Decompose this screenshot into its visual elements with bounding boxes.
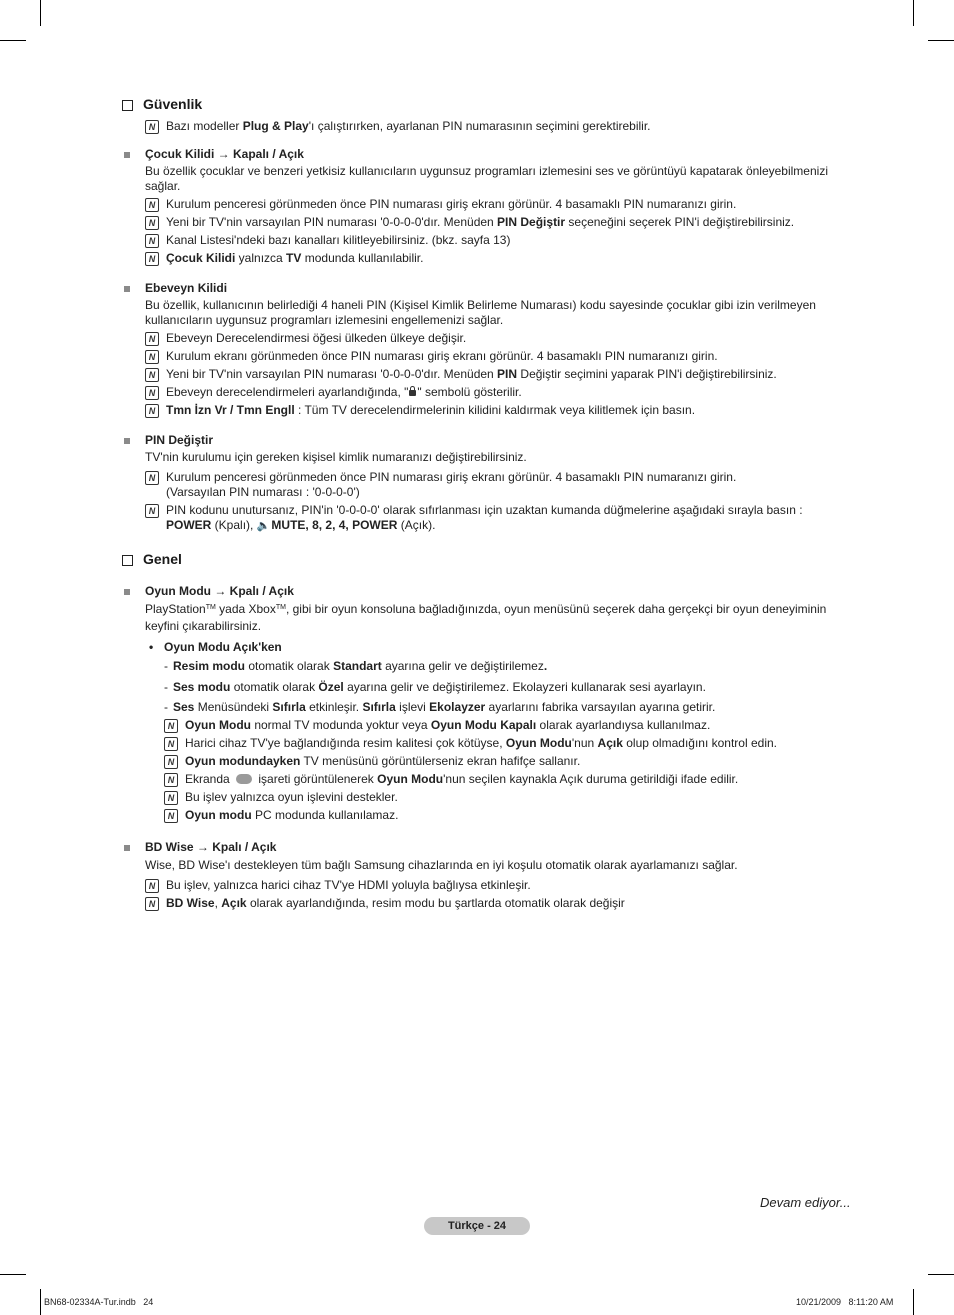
game-mode-description: PlayStation™ yada Xbox™, gibi bir oyun konsoluna bağladığınızda, oyun menüsünü seçerek daha gerçekçi bir oyun deneyiminin keyfini çıkarabilirsiniz. bbox=[145, 602, 827, 633]
note: N Ebeveyn Derecelendirmesi öğesi ülkeden ülkeye değişir. bbox=[145, 331, 852, 346]
checkbox-icon bbox=[122, 100, 133, 111]
note: N Bazı modeller Plug & Play'ı çalıştırırken, ayarlanan PIN numarasının seçimini gerektirebilir. bbox=[145, 119, 852, 134]
note: N Yeni bir TV'nin varsayılan PIN numarası '0-0-0-0'dır. Menüden PIN Değiştir seçimini yaparak PIN'i değiştirebilirsiniz. bbox=[145, 367, 852, 382]
note-icon: N bbox=[164, 755, 178, 769]
checkbox-icon bbox=[122, 555, 133, 566]
note: N Bu işlev yalnızca oyun işlevini destekler. bbox=[164, 790, 852, 805]
section-title: Güvenlik bbox=[143, 96, 203, 112]
note-icon: N bbox=[164, 809, 178, 823]
child-lock-description: Bu özellik çocuklar ve benzeri yetkisiz kullanıcıların uygunsuz programları izlemesini ses ve görüntüyü kapatarak önleyebilmenizi sağlar. bbox=[145, 164, 828, 193]
section-general-heading bbox=[122, 550, 852, 568]
note-icon: N bbox=[145, 234, 159, 248]
note-icon: N bbox=[145, 350, 159, 364]
note: N Oyun Modu normal TV modunda yoktur veya Oyun Modu Kapalı olarak ayarlandıysa kullanılmaz. bbox=[164, 718, 852, 733]
section-title: Genel bbox=[143, 551, 182, 567]
note: N Tmn İzn Vr / Tmn Engll : Tüm TV derecelendirmelerinin kilidini kaldırmak veya kilitlemek için basın. bbox=[145, 403, 852, 418]
bd-wise-heading: BD Wise → Kpalı / Açık bbox=[122, 840, 852, 855]
note: N Kanal Listesi'ndeki bazı kanalları kilitleyebilirsiniz. (bkz. sayfa 13) bbox=[145, 233, 852, 248]
crop-mark bbox=[913, 0, 914, 26]
note: N Oyun modundayken TV menüsünü görüntülerseniz ekran hafifçe sallanır. bbox=[164, 754, 852, 769]
note: N Yeni bir TV'nin varsayılan PIN numarası '0-0-0-0'dır. Menüden PIN Değiştir seçeneğini seçerek PIN'i değiştirebilirsiniz. bbox=[145, 215, 852, 230]
continued-label: Devam ediyor... bbox=[760, 1195, 851, 1210]
crop-mark bbox=[0, 40, 26, 41]
note-icon: N bbox=[145, 252, 159, 266]
footer-file-info: BN68-02334A-Tur.indb 24 bbox=[44, 1297, 154, 1307]
square-bullet-icon bbox=[124, 438, 130, 444]
note-icon: N bbox=[145, 504, 159, 518]
pin-change-heading: PIN Değiştir bbox=[122, 433, 852, 448]
crop-mark bbox=[40, 0, 41, 26]
note: N Ekranda işareti görüntülenerek Oyun Modu'nun seçilen kaynakla Açık duruma getirildiği ifade edilir. bbox=[164, 772, 852, 787]
note-icon: N bbox=[145, 198, 159, 212]
note: N Kurulum ekranı görünmeden önce PIN numarası giriş ekranı görünür. 4 basamaklı PIN numaranızı girin. bbox=[145, 349, 852, 364]
dash-item: - Ses modu otomatik olarak Özel ayarına gelir ve değiştirilemez. Ekolayzeri kullanarak sesi ayarlayın. bbox=[164, 680, 706, 694]
note-icon: N bbox=[145, 404, 159, 418]
note-icon: N bbox=[145, 471, 159, 485]
crop-mark bbox=[913, 1289, 914, 1315]
note-icon: N bbox=[145, 332, 159, 346]
square-bullet-icon bbox=[124, 589, 130, 595]
parental-lock-description: Bu özellik, kullanıcının belirlediği 4 haneli PIN (Kişisel Kimlik Belirleme Numarası) kodu sayesinde çocuklar gibi izin verilmeyen kullanıcıların uygunsuz programları izlemesini engellemenizi sağlar. bbox=[145, 298, 816, 327]
note: N Kurulum penceresi görünmeden önce PIN numarası giriş ekranı görünür. 4 basamaklı PIN numaranızı girin. bbox=[145, 197, 852, 212]
note: N Bu işlev, yalnızca harici cihaz TV'ye HDMI yoluyla bağlıysa etkinleşir. bbox=[145, 878, 852, 893]
parental-lock-heading: Ebeveyn Kilidi bbox=[122, 281, 852, 296]
note: N Kurulum penceresi görünmeden önce PIN numarası giriş ekranı görünür. 4 basamaklı PIN numaranızı girin. (Varsayılan PIN numarası : '0-0-0-0') bbox=[145, 470, 852, 500]
crop-mark bbox=[928, 1274, 954, 1275]
note-icon: N bbox=[145, 216, 159, 230]
page-number-badge: Türkçe - 24 bbox=[424, 1217, 530, 1235]
note: N Çocuk Kilidi yalnızca TV modunda kullanılabilir. bbox=[145, 251, 852, 266]
dash-item: - Ses Menüsündeki Sıfırla etkinleşir. Sıfırla işlevi Ekolayzer ayarlarını fabrika varsayılan ayarına getirir. bbox=[164, 700, 716, 714]
note: N PIN kodunu unutursanız, PIN'in '0-0-0-0' olarak sıfırlanması için uzaktan kumanda düğmelerine aşağıdaki sırayla basın : POWER (Kpalı), 🔈MUTE, 8, 2, 4, POWER (Açık). bbox=[145, 503, 852, 534]
mute-speaker-icon: 🔈 bbox=[256, 520, 271, 532]
note-icon: N bbox=[164, 773, 178, 787]
note: N Ebeveyn derecelendirmeleri ayarlandığında, " " sembolü gösterilir. bbox=[145, 385, 852, 400]
child-lock-heading: Çocuk Kilidi → Kapalı / Açık bbox=[122, 147, 852, 162]
game-mode-heading: Oyun Modu → Kpalı / Açık bbox=[122, 584, 852, 599]
note-icon: N bbox=[164, 719, 178, 733]
note: N BD Wise, Açık olarak ayarlandığında, resim modu bu şartlarda otomatik olarak değişir bbox=[145, 896, 852, 911]
pin-change-description: TV'nin kurulumu için gereken kişisel kimlik numaranızı değiştirebilirsiniz. bbox=[145, 450, 527, 464]
note-icon: N bbox=[164, 791, 178, 805]
note-icon: N bbox=[145, 368, 159, 382]
page-content bbox=[122, 95, 852, 911]
note: N Oyun modu PC modunda kullanılamaz. bbox=[164, 808, 852, 823]
crop-mark bbox=[0, 1274, 26, 1275]
note-icon: N bbox=[145, 386, 159, 400]
note: N Harici cihaz TV'ye bağlandığında resim kalitesi çok kötüyse, Oyun Modu'nun Açık olup olmadığını kontrol edin. bbox=[164, 736, 852, 751]
note-icon: N bbox=[145, 897, 159, 911]
crop-mark bbox=[40, 1289, 41, 1315]
bullet-item: • Oyun Modu Açık'ken bbox=[149, 640, 282, 654]
lock-icon bbox=[409, 390, 416, 396]
note-icon: N bbox=[145, 879, 159, 893]
footer-timestamp: 10/21/2009 8:11:20 AM bbox=[796, 1297, 894, 1307]
square-bullet-icon bbox=[124, 845, 130, 851]
crop-mark bbox=[928, 40, 954, 41]
square-bullet-icon bbox=[124, 286, 130, 292]
note-icon: N bbox=[164, 737, 178, 751]
dash-item: - Resim modu otomatik olarak Standart ayarına gelir ve değiştirilemez. bbox=[164, 659, 548, 673]
note-icon: N bbox=[145, 120, 159, 134]
bd-wise-description: Wise, BD Wise'ı destekleyen tüm bağlı Samsung cihazlarında en iyi koşulu otomatik olarak ayarlamanızı sağlar. bbox=[145, 858, 738, 872]
section-security-heading bbox=[122, 95, 852, 113]
gamepad-icon bbox=[236, 774, 252, 784]
square-bullet-icon bbox=[124, 152, 130, 158]
